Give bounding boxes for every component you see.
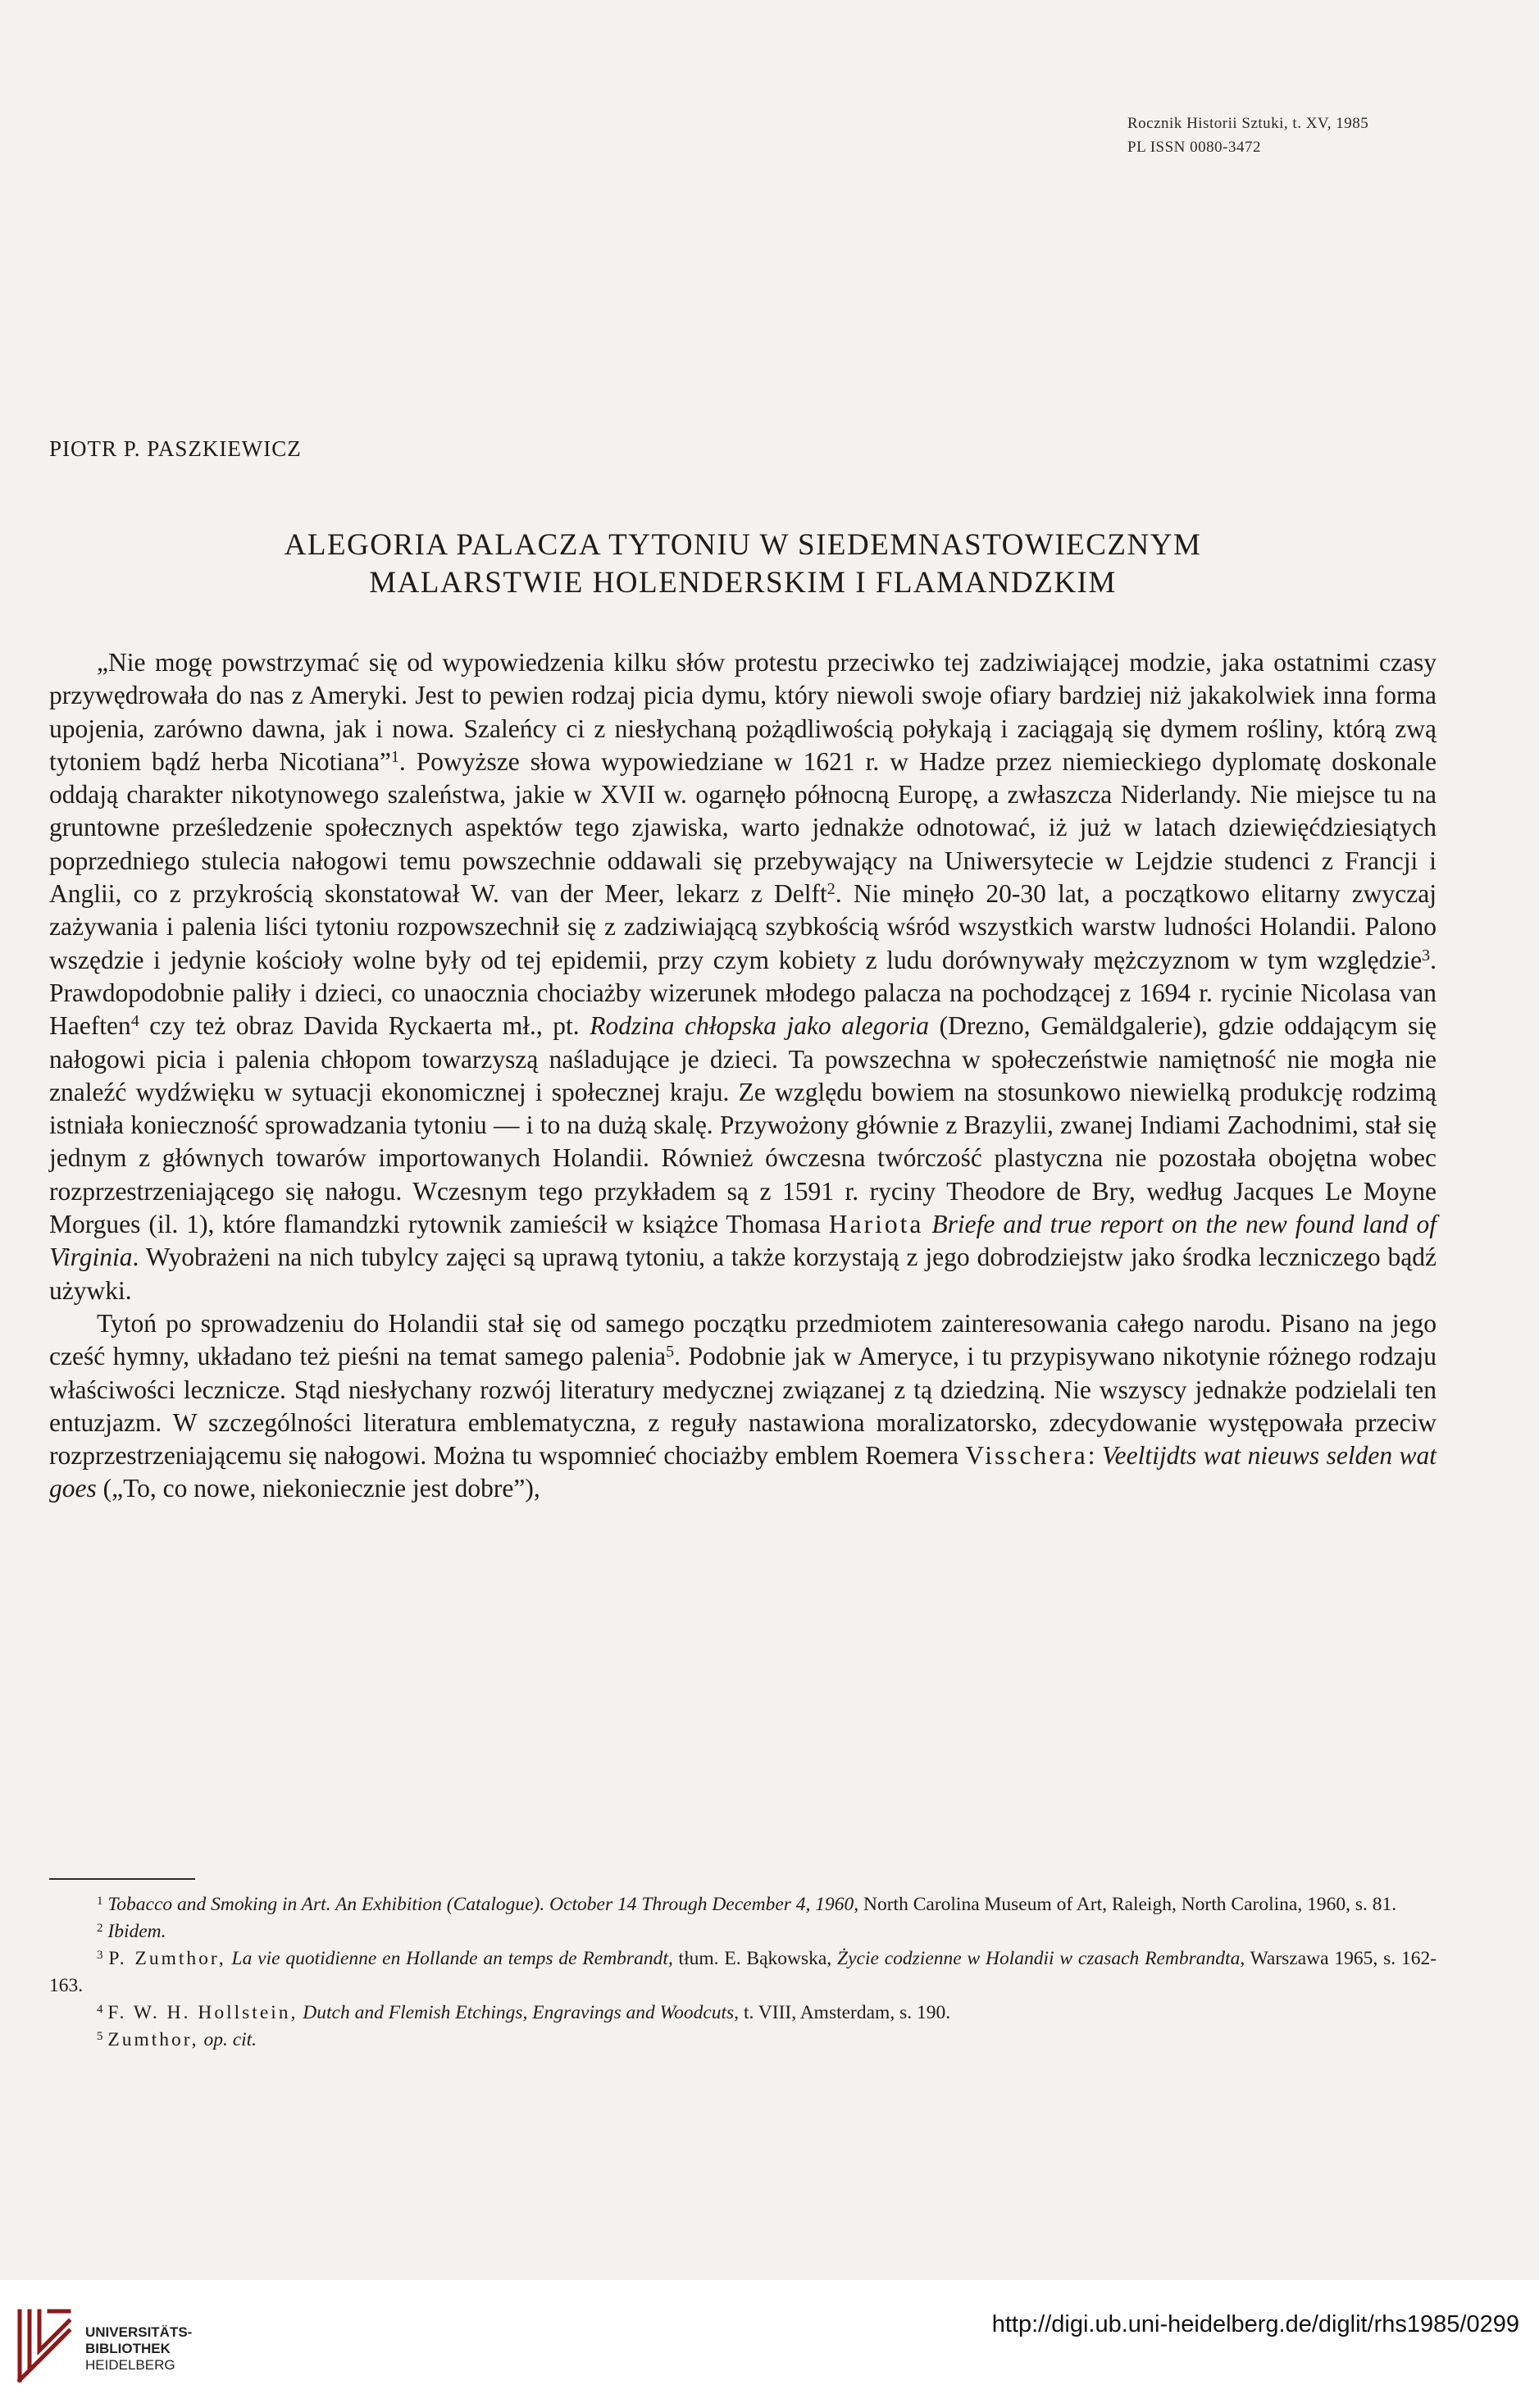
paragraph-1: [49, 646, 1437, 1307]
text-run: :: [1087, 1441, 1102, 1471]
footnote-text: Warszawa 1965, s. 162-163.: [49, 1948, 1437, 1996]
text-run: . Powyższe słowa wypowiedziane w 1621 r. w Hadze przez niemieckiego dyplomatę doskonale oddają charakter nikotynowego szaleństwa, jakie w XVII w. ogarnęło północną Europę, a zwłaszcza Niderlandy. Nie miejsce tu na gruntowne prześledzenie społecznych aspektów tego zjawiska, warto jednakże odnotować, iż już w latach dziewięćdziesiątych poprzedniego stulecia nałogowi temu powszechnie oddawali się przebywający na Uniwersytecie w Lejdzie studenci z Francji i Anglii, co z przykrością skonstatował W. van der Meer, lekarz z Delft: [49, 746, 1437, 909]
paragraph-2: [49, 1307, 1437, 1506]
text-run: . Prawdopodobnie paliły i dzieci, co unaocznia chociażby wizerunek młodego palacza na pochodzącej z 1694 r. rycinie Nicolasa van Haeften: [49, 945, 1437, 1041]
footnote-author: P. Zumthor,: [108, 1948, 226, 1969]
article-body: [49, 646, 1437, 1506]
footnote-number: 4: [97, 2003, 103, 2016]
library-name-line: BIBLIOTHEK: [85, 2341, 171, 2356]
footnote-rule: [49, 1878, 195, 1880]
library-name-line: HEIDELBERG: [85, 2357, 175, 2373]
journal-header: [1127, 112, 1368, 159]
footnote-ref-3[interactable]: 3: [1422, 946, 1431, 965]
footnote-ref-4[interactable]: 4: [130, 1012, 139, 1031]
permalink-url[interactable]: http://digi.ub.uni-heidelberg.de/diglit/rhs1985/0299: [991, 2311, 1519, 2337]
footnote-text: t. VIII, Amsterdam, s. 190.: [739, 2002, 951, 2023]
footnote-italic: op. cit.: [203, 2029, 257, 2050]
footnote-italic: La vie quotidienne en Hollande an temps de Rembrandt,: [231, 1948, 673, 1969]
italic-title: Briefe and true report on the new found land of Virginia: [49, 1210, 1437, 1272]
footnote-5: [49, 2027, 1437, 2054]
viewer-footer: [0, 2280, 1539, 2408]
article-author: PIOTR P. PASZKIEWICZ: [49, 436, 302, 461]
text-run: . Nie minęło 20-30 lat, a początkowo elitarny zwyczaj zażywania i palenia liści tytoniu rozpowszechnił się z zadziwiającą szybkością wśród wszystkich warstw ludności Holandii. Palono wszędzie i jedynie kościoły wolne były od tej epidemii, przy czym kobiety z ludu dorównywały mężczyznom w tym względzie: [49, 879, 1437, 974]
journal-citation: Rocznik Historii Sztuki, t. XV, 1985: [1127, 115, 1369, 132]
library-name-line: UNIVERSITÄTS-: [85, 2324, 193, 2340]
spaced-name: Visschera: [965, 1441, 1088, 1471]
text-run: [923, 1210, 931, 1238]
footnote-italic: Tobacco and Smoking in Art. An Exhibition (Catalogue). October 14 Through December 4, 1960,: [107, 1894, 859, 1915]
footnote-italic: Dutch and Flemish Etchings, Engravings and Woodcuts,: [303, 2002, 740, 2023]
footnote-text: North Carolina Museum of Art, Raleigh, North Carolina, 1960, s. 81.: [858, 1894, 1397, 1915]
title-line-1: ALEGORIA PALACZA TYTONIU W SIEDEMNASTOWIECZNYM: [284, 528, 1202, 562]
footnote-author: F. W. H. Hollstein,: [107, 2002, 298, 2023]
footnote-4: [49, 2000, 1437, 2027]
text-run: czy też obraz Davida Ryckaerta mł., pt.: [139, 1011, 590, 1041]
text-run: . Wyobrażeni na nich tubylcy zajęci są uprawą tytoniu, a także korzystają z jego dobrodziejstw jako środka leczniczego bądź używki.: [49, 1243, 1437, 1305]
library-name: [85, 2324, 192, 2374]
footnote-ref-5[interactable]: 5: [666, 1343, 675, 1361]
spaced-name: Hariota: [828, 1210, 924, 1239]
footnote-number: 2: [97, 1922, 103, 1935]
footnote-ref-1[interactable]: 1: [390, 747, 399, 766]
footnote-number: 3: [97, 1949, 103, 1962]
text-run: (Drezno, Gemäldgalerie), gdzie oddającym się nałogowi picia i palenia chłopom towarzyszą naśladujące je dzieci. Ta powszechna w społeczeństwie namiętność nie mogła nie znaleźć wydźwięku w sytuacji ekonomicznej i społecznej kraju. Ze względu bowiem na stosunkowo niewielką produkcję rodzimą istniała konieczność sprowadzania tytoniu — i to na dużą skalę. Przywożony głównie z Brazylii, zwanej Indiami Zachodnimi, stał się jednym z głównych towarów importowanych Holandii. Również ówczesna twórczość plastyczna nie pozostała obojętna wobec rozprzestrzeniającego się nałogu. Wczesnym tego przykładem są z 1591 r. ryciny Theodore de Bry, według Jacques Le Moyne Morgues (il. 1), które flamandzki rytownik zamieścił w książce Thomasa: [49, 1011, 1437, 1239]
footnote-author: Zumthor,: [107, 2029, 199, 2050]
footnotes: [49, 1891, 1437, 2054]
title-line-2: MALARSTWIE HOLENDERSKIM I FLAMANDZKIM: [369, 566, 1117, 600]
text-run: („To, co nowe, niekoniecznie jest dobre”),: [96, 1474, 540, 1503]
text-run: Tytoń po sprowadzeniu do Holandii stał się od samego początku przedmiotem zainteresowania całego narodu. Pisano na jego cześć hymny, układano też pieśni na temat samego palenia: [49, 1308, 1437, 1371]
italic-title: Rodzina chłopska jako alegoria: [590, 1011, 930, 1041]
footnote-text: tłum. E. Bąkowska,: [672, 1948, 838, 1969]
article-title: [49, 527, 1437, 602]
footnote-number: 5: [97, 2030, 103, 2043]
footnote-italic: Życie codzienne w Holandii w czasach Rembrandta,: [837, 1948, 1245, 1969]
journal-issn: PL ISSN 0080-3472: [1127, 139, 1261, 156]
footnote-number: 1: [97, 1895, 103, 1908]
text-run: „Nie mogę powstrzymać się od wypowiedzenia kilku słów protestu przeciwko tej zadziwiającej modzie, jaka ostatnimi czasy przywędrowała do nas z Ameryki. Jest to pewien rodzaj picia dymu, który niewoli swoje ofiary bardziej niż jakakolwiek inna forma upojenia, zarówno dawna, jak i nowa. Szaleńcy ci z niesłychaną pożądliwością połykają i zaciągają się dymem rośliny, którą zwą tytoniem bądź herba Nicotiana”: [49, 648, 1437, 776]
footnote-italic: Ibidem.: [107, 1921, 166, 1942]
footnote-ref-2[interactable]: 2: [826, 880, 836, 899]
footnote-3: [49, 1945, 1437, 2000]
footnote-2: [49, 1918, 1437, 1945]
text-run: . Podobnie jak w Ameryce, i tu przypisywano nikotynie różnego rodzaju właściwości lecznicze. Stąd niesłychany rozwój literatury medycznej związanej z tą dziedziną. Nie wszyscy jednakże podzielali ten entuzjazm. W szczególności literatura emblematyczna, z reguły nastawiona moralizatorsko, zdecydowanie występowała przeciw rozprzestrzeniającemu się nałogowi. Można tu wspomnieć chociażby emblem Roemera: [49, 1342, 1437, 1471]
footnote-1: [49, 1891, 1437, 1918]
library-logo-icon[interactable]: [11, 2305, 77, 2387]
italic-title: Veeltijdts wat nieuws selden wat goes: [49, 1441, 1437, 1503]
